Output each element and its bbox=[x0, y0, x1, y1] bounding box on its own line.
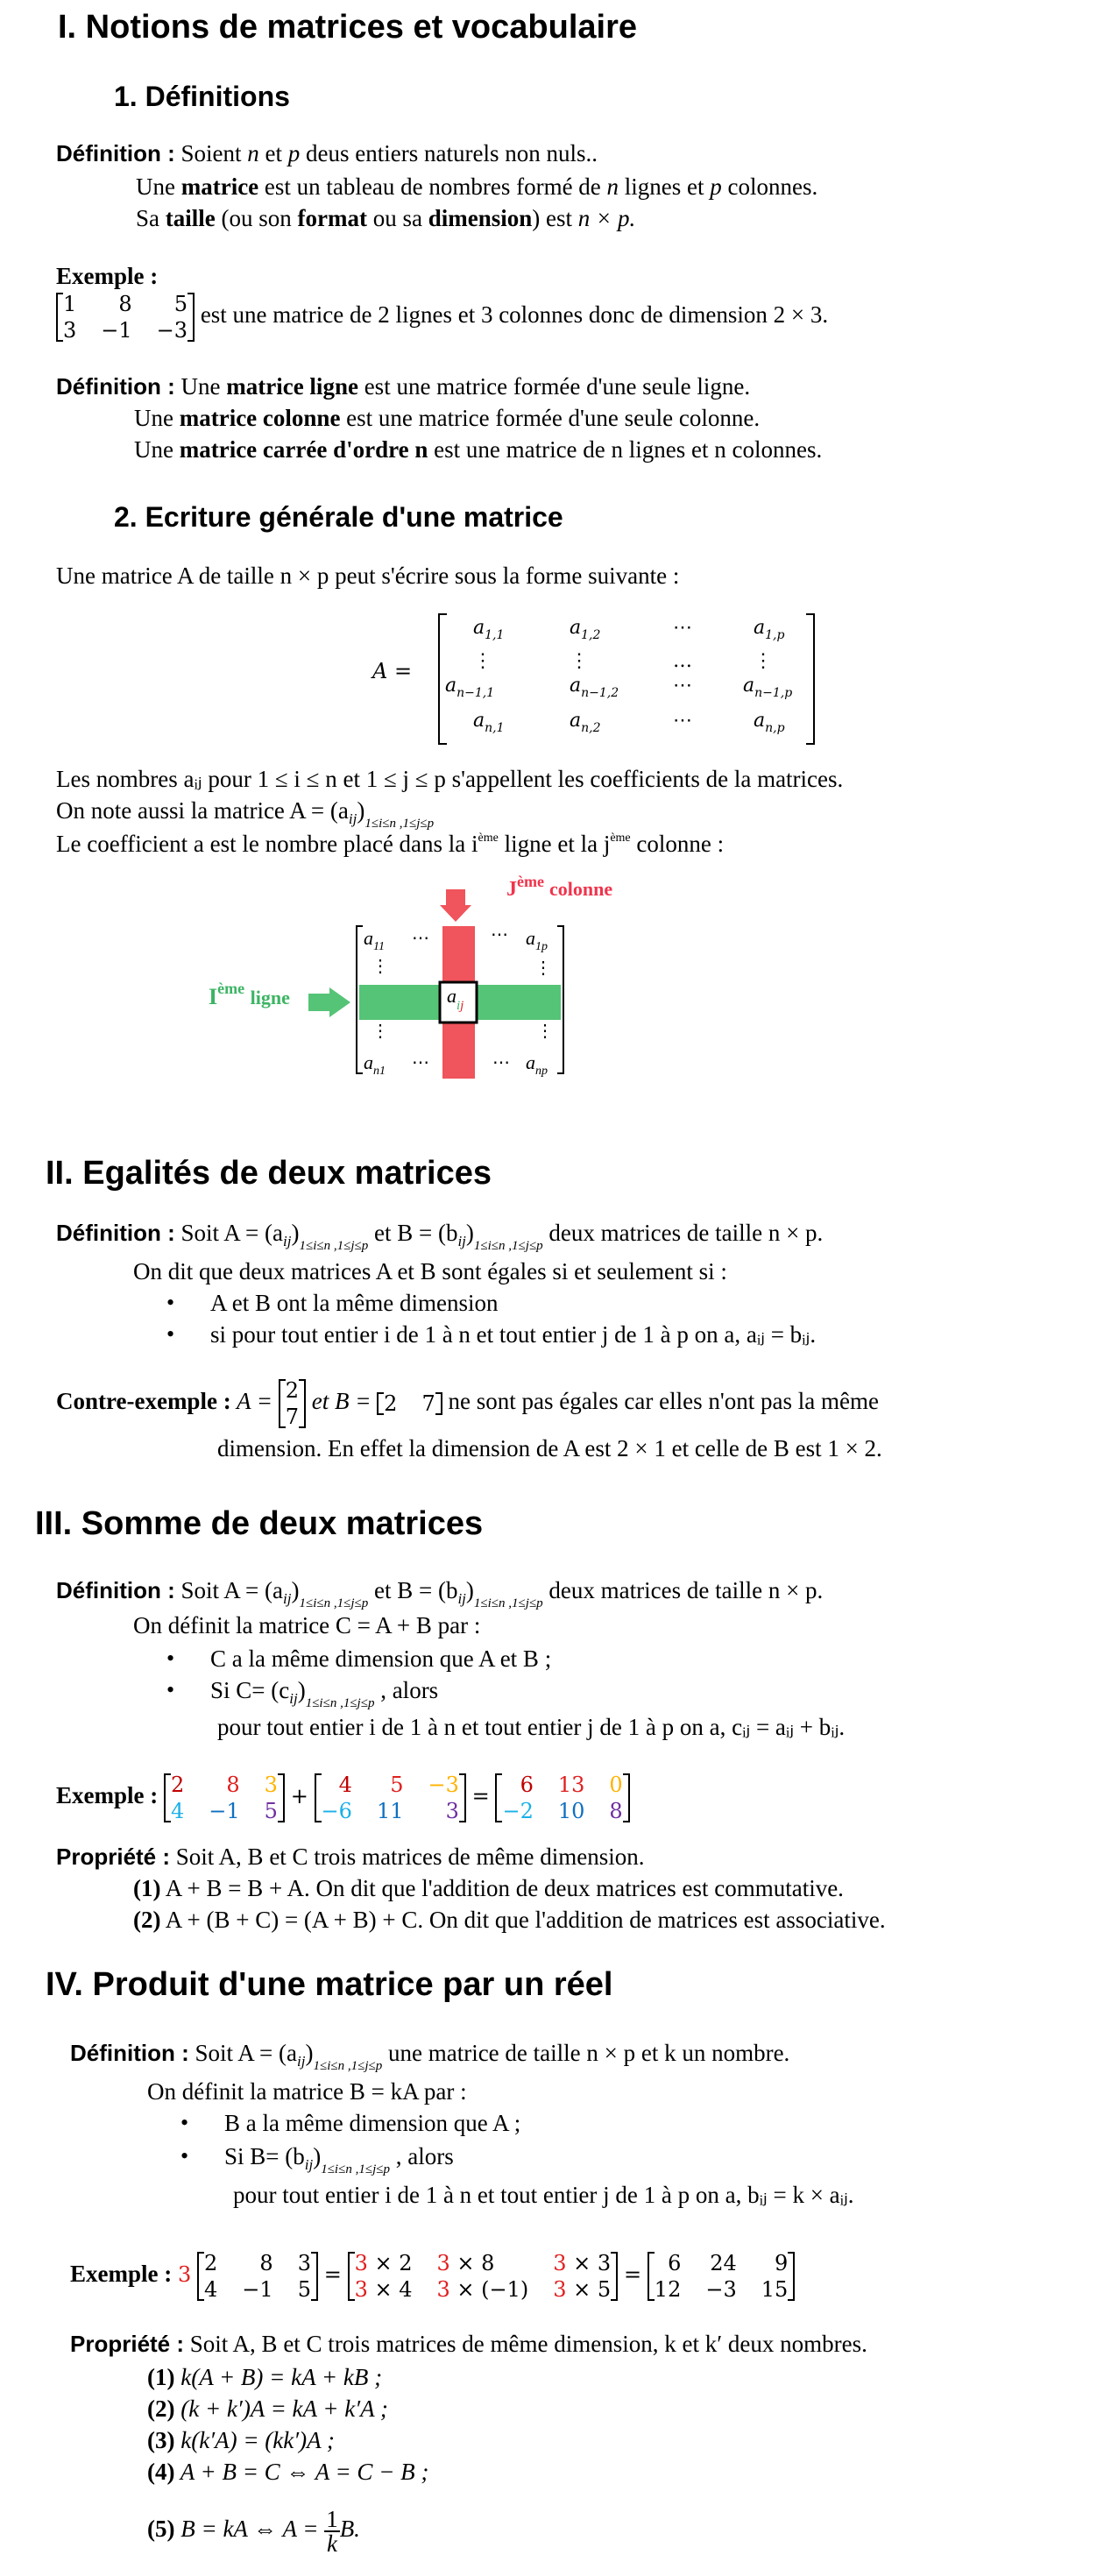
matrix-entry: 3 bbox=[264, 1773, 278, 1797]
general-form-intro: Une matrice A de taille n × p peut s'écrire sous la forme suivante : bbox=[56, 563, 680, 589]
scalar-bullet-2: • Si $B= (b_{ij})_{1\le i\le n ,1\le j\le p}$ , alors bbox=[224, 2143, 454, 2177]
general-matrix-entry: $a_{1,1}$ bbox=[473, 617, 505, 642]
general-matrix-entry: $a_{1,2}$ bbox=[570, 617, 601, 642]
general-matrix-entry: … bbox=[673, 650, 692, 672]
matrix-entry bbox=[355, 2250, 413, 2276]
sum-definition-line: On définit la matrice C = A + B par : bbox=[133, 1612, 481, 1638]
property-scalar: Propriété : Soit A, B et C trois matrices de même dimension, k et k′ deux nombres. bbox=[70, 2331, 867, 2357]
position-sentence: Le coefficient a est le nombre placé dans la $i^{ème}$ ligne et la $j^{ème}$ colonne : bbox=[56, 831, 725, 857]
definition-label: Définition : bbox=[56, 373, 175, 400]
scalar-matrix-expanded bbox=[348, 2250, 619, 2303]
right-bracket bbox=[806, 613, 815, 745]
sum-matrix-A bbox=[164, 1772, 285, 1824]
matrix-entry: −1 bbox=[101, 318, 132, 343]
scalar-example bbox=[70, 2250, 795, 2303]
example-label: Exemple : bbox=[70, 2261, 173, 2288]
matrix-entry: 3 bbox=[63, 318, 77, 343]
equality-bullet-1: • A et B ont la même dimension bbox=[210, 1290, 498, 1317]
matrix-entry: 6 bbox=[520, 1773, 534, 1797]
definition-label: Définition : bbox=[56, 1577, 175, 1603]
general-matrix-entry: ⋮ bbox=[570, 650, 589, 672]
matrix-entry: 4 bbox=[204, 2277, 218, 2302]
entry-an1: $a_{n1}$ bbox=[364, 1051, 386, 1078]
product-term: × 4 bbox=[367, 2277, 413, 2302]
matrix-entry: 8 bbox=[118, 292, 132, 316]
row-arrow bbox=[308, 987, 350, 1017]
matrix-entry: 2 bbox=[204, 2251, 218, 2275]
subsection-1-title: 1. Définitions bbox=[114, 81, 290, 112]
scalar-matrix-result bbox=[648, 2250, 795, 2303]
definition-square-matrix: Une matrice carrée d'ordre n est une matrice de n lignes et n colonnes. bbox=[134, 436, 823, 463]
matrix-entry: 5 bbox=[297, 2277, 311, 2302]
column-matrix-A bbox=[279, 1377, 306, 1430]
scalar-k: 3 bbox=[177, 2262, 192, 2288]
product-term: × (−1) bbox=[449, 2277, 529, 2302]
matrix-entry: 24 bbox=[710, 2251, 737, 2275]
definition-scalar-product: Définition : Soit $A = (a_{ij})_{1\le i\le n ,1\le j\le p}$ une matrice de taille n × p et k un nombre. bbox=[70, 2040, 790, 2073]
general-matrix-entry: ⋯ bbox=[673, 710, 692, 732]
property-item-1: (1) k(A + B) = kA + kB ; bbox=[147, 2364, 383, 2390]
product-term: × 8 bbox=[449, 2251, 495, 2275]
section-3-title: III. Somme de deux matrices bbox=[35, 1505, 484, 1542]
column-arrow bbox=[440, 889, 471, 922]
scalar-factor: 3 bbox=[553, 2277, 567, 2302]
property-item-4: (4) A + B = C ⇔ A = C − B ; bbox=[147, 2459, 429, 2485]
section-1-title: I. Notions de matrices et vocabulaire bbox=[58, 9, 637, 46]
property-label: Propriété : bbox=[70, 2331, 185, 2357]
general-matrix-entry: ⋯ bbox=[673, 675, 692, 697]
scalar-factor: 3 bbox=[354, 2277, 368, 2302]
matrix-entry: 13 bbox=[557, 1773, 585, 1797]
matrix-entry: 15 bbox=[761, 2277, 789, 2302]
property-associative: (2) A + (B + C) = (A + B) + C. On dit que l'addition de matrices est associative. bbox=[133, 1907, 886, 1933]
entry-aij: $a_{ij}$ bbox=[447, 985, 464, 1013]
equals-sign: = bbox=[471, 1784, 490, 1809]
definition-special-matrices: Définition : Une matrice ligne est une matrice formée d'une seule ligne. bbox=[56, 373, 751, 400]
general-matrix bbox=[438, 613, 815, 745]
definition-matrix-line-2: Une matrice est un tableau de nombres formé de n lignes et p colonnes. bbox=[136, 173, 818, 200]
matrix-entry: 2 bbox=[285, 1378, 299, 1403]
matrix-entry: 7 bbox=[421, 1391, 435, 1416]
matrix-entry: −6 bbox=[321, 1799, 352, 1823]
entry-vdots-left-bottom: ⋮ bbox=[372, 1022, 389, 1041]
scalar-factor: 3 bbox=[354, 2251, 368, 2275]
equals-sign: = bbox=[623, 2262, 642, 2288]
matrix-entry: 9 bbox=[775, 2251, 789, 2275]
matrix-entry: 4 bbox=[170, 1799, 185, 1823]
general-matrix-lhs: A = bbox=[372, 659, 413, 683]
matrix-entry: 3 bbox=[445, 1799, 459, 1823]
product-term: × 2 bbox=[367, 2251, 413, 2275]
entry-dots-top-left: ⋯ bbox=[412, 929, 429, 948]
general-matrix-entry: $a_{n-1,2}$ bbox=[570, 675, 619, 700]
matrix-entry: 5 bbox=[264, 1799, 278, 1823]
matrix-entry: 0 bbox=[609, 1773, 623, 1797]
counter-example-label: Contre-exemple : bbox=[56, 1388, 231, 1415]
definition-matrix-line-3: Sa taille (ou son format ou sa dimension) est n × p. bbox=[136, 205, 636, 231]
matrix-entry: 12 bbox=[654, 2277, 682, 2302]
matrix-entry: 1 bbox=[63, 292, 77, 316]
scalar-factor: 3 bbox=[436, 2251, 450, 2275]
property-label: Propriété : bbox=[56, 1844, 171, 1870]
entry-anp: $a_{np}$ bbox=[526, 1051, 548, 1078]
plus-sign: + bbox=[290, 1784, 308, 1809]
row-matrix-B bbox=[377, 1391, 442, 1417]
definition-label: Définition : bbox=[56, 1220, 175, 1246]
scalar-definition-line: On définit la matrice B = kA par : bbox=[147, 2078, 467, 2105]
matrix-entry: −1 bbox=[209, 1799, 240, 1823]
matrix-entry: 2 bbox=[384, 1391, 398, 1416]
general-matrix-entry: ⋮ bbox=[754, 650, 773, 672]
column-label: $J^{ème}$ colonne bbox=[506, 873, 613, 901]
matrix-entry: 5 bbox=[390, 1773, 404, 1797]
matrix-entry: −3 bbox=[156, 318, 188, 343]
scalar-formula-line: pour tout entier i de 1 à n et tout entier j de 1 à p on a, bᵢⱼ = k × aᵢⱼ. bbox=[233, 2182, 854, 2208]
entry-dots-bottom-left: ⋯ bbox=[412, 1053, 429, 1072]
definition-label: Définition : bbox=[70, 2040, 189, 2066]
matrix-entry: −3 bbox=[428, 1773, 459, 1797]
property-item-5: (5) B = kA ⇔ A = $\frac{1}{k}$ B. bbox=[147, 2506, 360, 2557]
matrix-entry bbox=[355, 2276, 413, 2303]
property-item-3: (3) k(k′A) = (kk′)A ; bbox=[147, 2427, 335, 2453]
property-sum: Propriété : Soit A, B et C trois matrices de même dimension. bbox=[56, 1844, 645, 1870]
matrix-entry bbox=[437, 2276, 529, 2303]
general-matrix-entry: $a_{1,p}$ bbox=[754, 617, 785, 642]
example-label: Exemple : bbox=[56, 1782, 159, 1809]
entry-vdots-left-top: ⋮ bbox=[372, 957, 389, 976]
counter-example: Contre-exemple : A = 2 7 et B = 2 7 ne sont pas égales car elles n'ont pas la même bbox=[56, 1378, 879, 1429]
sum-bullet-1: • C a la même dimension que A et B ; bbox=[210, 1645, 551, 1673]
matrix-entry: −3 bbox=[705, 2277, 737, 2302]
fraction-one-over-k: $\frac{1}{k}$ bbox=[326, 2506, 338, 2557]
example-1: 1 8 5 3 −1 −3 est une matrice de 2 lignes et 3 colonnes donc de dimension 2 × 3. bbox=[56, 291, 828, 343]
definition-sum: Définition : Soit $A = (a_{ij})_{1\le i\le n ,1\le j\le p}$ et $B = (b_{ij})_{1\le i\le n ,1\le j\le p}$ deux matrices de taille n × p. bbox=[56, 1577, 824, 1610]
matrix-entry: −2 bbox=[502, 1799, 534, 1823]
matrix-entry: 3 bbox=[297, 2251, 311, 2275]
matrix-entry: −1 bbox=[242, 2277, 273, 2302]
matrix-entry: 7 bbox=[285, 1405, 299, 1429]
definition-column-matrix: Une matrice colonne est une matrice formée d'une seule colonne. bbox=[134, 405, 761, 431]
sum-matrix-C bbox=[495, 1772, 629, 1824]
counter-example-explanation: dimension. En effet la dimension de A est 2 × 1 et celle de B est 1 × 2. bbox=[217, 1435, 882, 1461]
matrix-entry: 6 bbox=[668, 2251, 682, 2275]
matrix-entry: 8 bbox=[259, 2251, 273, 2275]
matrix-entry bbox=[553, 2276, 611, 2303]
matrix-entry: 5 bbox=[173, 292, 188, 316]
sum-matrix-B bbox=[315, 1772, 466, 1824]
entry-a1p: $a_{1p}$ bbox=[526, 927, 548, 953]
matrix-entry bbox=[553, 2250, 611, 2276]
entry-dots-bottom-right: ⋯ bbox=[492, 1053, 510, 1072]
definition-equality: Définition : Soit $A = (a_{ij})_{1\le i\le n ,1\le j\le p}$ et $B = (b_{ij})_{1\le i\le n ,1\le j\le p}$ deux matrices de taille n × p. bbox=[56, 1220, 824, 1253]
general-matrix-entry: $a_{n,p}$ bbox=[754, 710, 785, 735]
scalar-bullet-1: • B a la même dimension que A ; bbox=[224, 2110, 520, 2137]
scalar-matrix-A bbox=[197, 2250, 318, 2303]
notation-sentence: On note aussi la matrice $A = (a_{ij})_{1\le i\le n ,1\le j\le p}$ bbox=[56, 797, 435, 831]
equals-sign: = bbox=[323, 2262, 342, 2288]
sum-formula-line: pour tout entier i de 1 à n et tout entier j de 1 à p on a, cᵢⱼ = aᵢⱼ + bᵢⱼ. bbox=[217, 1714, 846, 1740]
subsection-2-title: 2. Ecriture générale d'une matrice bbox=[114, 501, 563, 533]
definition-matrix: Définition : Soient n et p deus entiers naturels non nuls.. bbox=[56, 140, 598, 166]
example-matrix bbox=[56, 291, 195, 343]
general-matrix-entry: $a_{n-1,p}$ bbox=[743, 675, 793, 700]
entry-dots-top-right: ⋯ bbox=[491, 925, 508, 945]
property-commutative: (1) A + B = B + A. On dit que l'addition de deux matrices est commutative. bbox=[133, 1875, 844, 1901]
sum-example bbox=[56, 1772, 630, 1824]
matrix-entry: 8 bbox=[609, 1799, 623, 1823]
section-4-title: IV. Produit d'une matrice par un réel bbox=[46, 1966, 613, 2003]
product-term: × 3 bbox=[566, 2251, 612, 2275]
matrix-entry: 2 bbox=[170, 1773, 185, 1797]
general-matrix-entry: $a_{n,1}$ bbox=[473, 710, 505, 735]
equality-bullet-2: • si pour tout entier i de 1 à n et tout entier j de 1 à p on a, aᵢⱼ = bᵢⱼ. bbox=[210, 1321, 816, 1348]
matrix-entry: 8 bbox=[226, 1773, 240, 1797]
definition-label: Définition : bbox=[56, 140, 175, 166]
property-item-2: (2) (k + k′)A = kA + k′A ; bbox=[147, 2396, 388, 2422]
row-label: Ième ligne bbox=[209, 980, 290, 1009]
scalar-factor: 3 bbox=[436, 2277, 450, 2302]
entry-vdots-right-bottom: ⋮ bbox=[536, 1022, 554, 1041]
matrix-entry: 4 bbox=[338, 1773, 352, 1797]
scalar-factor: 3 bbox=[553, 2251, 567, 2275]
matrix-entry: 10 bbox=[557, 1799, 585, 1823]
product-term: × 5 bbox=[566, 2277, 612, 2302]
equality-condition-intro: On dit que deux matrices A et B sont égales si et seulement si : bbox=[133, 1258, 727, 1284]
coefficients-sentence: Les nombres aᵢⱼ pour 1 ≤ i ≤ n et 1 ≤ j ≤ p s'appellent les coefficients de la matrices. bbox=[56, 766, 844, 792]
general-matrix-entry: ⋮ bbox=[473, 650, 492, 672]
general-matrix-entry: $a_{n-1,1}$ bbox=[445, 675, 495, 700]
entry-vdots-right-top: ⋮ bbox=[534, 959, 552, 978]
coefficient-position-diagram bbox=[175, 873, 789, 1130]
general-matrix-entry: ⋯ bbox=[673, 617, 692, 639]
section-2-title: II. Egalités de deux matrices bbox=[46, 1155, 492, 1192]
general-matrix-entry: $a_{n,2}$ bbox=[570, 710, 601, 735]
matrix-entry bbox=[437, 2250, 529, 2276]
matrix-entry: 11 bbox=[376, 1799, 404, 1823]
entry-a11: $a_{11}$ bbox=[364, 927, 385, 953]
sum-bullet-2: • Si $C= (c_{ij})_{1\le i\le n ,1\le j\le p}$ , alors bbox=[210, 1677, 438, 1711]
example-label: Exemple : bbox=[56, 263, 159, 289]
